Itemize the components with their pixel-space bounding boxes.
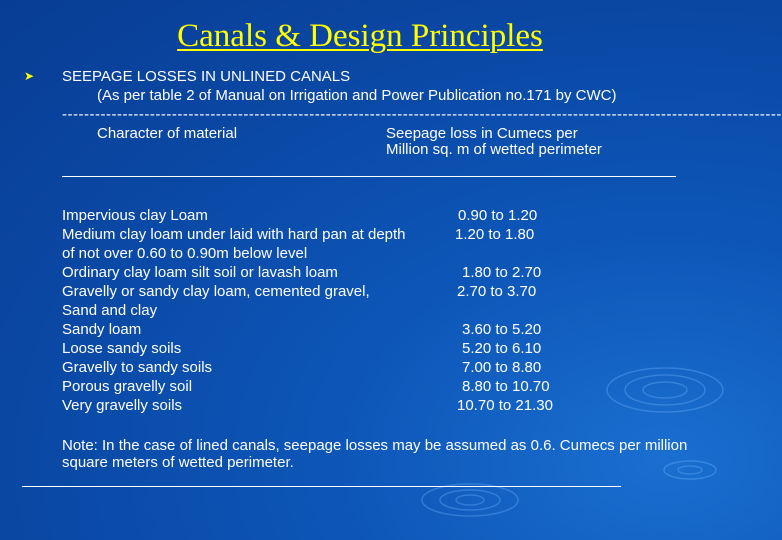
section-heading: SEEPAGE LOSSES IN UNLINED CANALS: [62, 68, 351, 85]
table-row-loss: 8.80 to 10.70: [462, 378, 550, 395]
table-row-loss: 2.70 to 3.70: [457, 283, 537, 300]
source-reference: (As per table 2 of Manual on Irrigation and Power Publication no.171 by CWC): [97, 87, 617, 104]
table-row-loss: 0.90 to 1.20: [458, 207, 538, 224]
table-row-material: Sandy loam: [62, 321, 142, 338]
arrow-bullet-icon: ➤: [24, 69, 35, 83]
lined-canal-note: Note: In the case of lined canals, seepage losses may be assumed as 0.6. Cumecs per million square meters of wetted perimeter.: [62, 437, 688, 471]
table-row-loss: 3.60 to 5.20: [462, 321, 542, 338]
table-row-material: Porous gravelly soil: [62, 378, 193, 395]
table-row-loss: 1.20 to 1.80: [455, 226, 535, 243]
column-header-seepage-line1: Seepage loss in Cumecs per: [386, 125, 578, 142]
table-row-material: Gravelly or sandy clay loam, cemented gravel,: [62, 283, 370, 300]
table-row-loss: 1.80 to 2.70: [462, 264, 542, 281]
footer-divider: [22, 486, 621, 487]
column-header-seepage-line2: Million sq. m of wetted perimeter: [386, 141, 602, 158]
table-row-loss: 7.00 to 8.80: [462, 359, 542, 376]
dashed-separator: -----------------------------------------------------------------------------------------------------------------------------------: [62, 106, 782, 123]
table-row-material: Ordinary clay loam silt soil or lavash loam: [62, 264, 338, 281]
table-row-material: Sand and clay: [62, 302, 158, 319]
table-row-material: of not over 0.60 to 0.90m below level: [62, 245, 308, 262]
table-row-material: Gravelly to sandy soils: [62, 359, 213, 376]
slide-title: Canals & Design Principles: [177, 18, 543, 54]
table-row-material: Impervious clay Loam: [62, 207, 208, 224]
table-row-material: Loose sandy soils: [62, 340, 182, 357]
table-row-material: Medium clay loam under laid with hard pan at depth: [62, 226, 406, 243]
table-row-material: Very gravelly soils: [62, 397, 183, 414]
table-row-loss: 10.70 to 21.30: [457, 397, 553, 414]
column-header-material: Character of material: [97, 125, 238, 142]
header-divider: [62, 176, 676, 177]
table-row-loss: 5.20 to 6.10: [462, 340, 542, 357]
